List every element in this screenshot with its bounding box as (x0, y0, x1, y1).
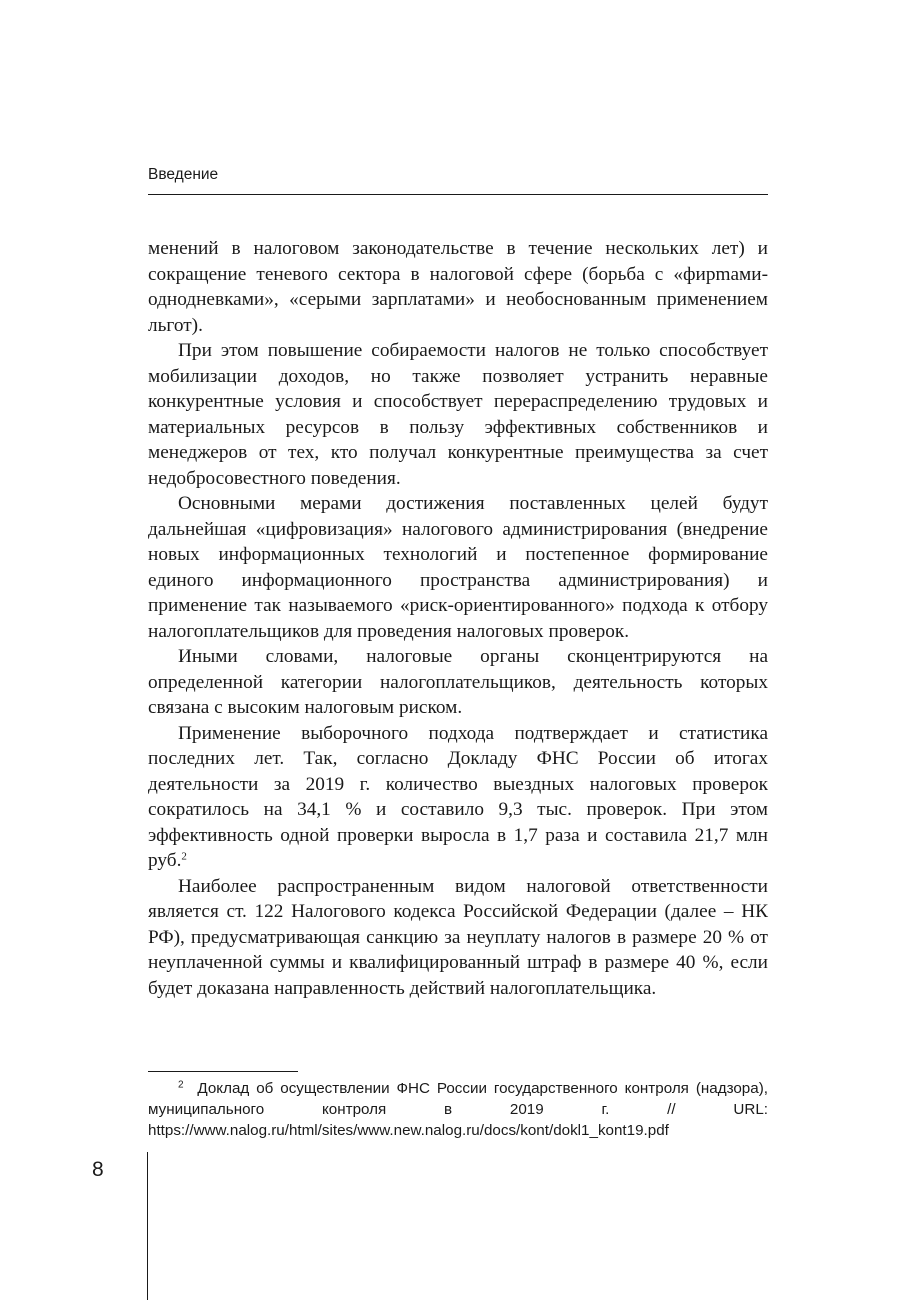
footnote-reference: 2 (181, 850, 187, 863)
footnote-marker: 2 (178, 1079, 184, 1091)
paragraph: Основными мерами достижения поставленных целей будут дальнейшая «цифровизация» налогового администрирования (внедрение новых информационных технологий и постепенное формирование единого информационного пространства администрирования) и применение так называемого «риск-ориентированного» подхода к отбору налогоплательщиков для проведения налоговых проверок. (148, 493, 768, 642)
header-divider (148, 194, 768, 195)
paragraph: Наиболее распространенным видом налоговой ответственности является ст. 122 Налогового кодекса Российской Федерации (далее – НК РФ), предусматривающая санкцию за неуплату налогов в размере 20 % от неуплаченной суммы и квалифицированный штраф в размере 40 %, если будет доказана направленность действий налогоплательщика. (148, 875, 768, 999)
footnote (148, 1078, 768, 1141)
paragraph: менений в налоговом законодательстве в течение нескольких лет) и сокращение теневого сектора в налоговой сфере (борьба с «фирmами-однодневками», «серыми зарплатами» и необоснованным применением льгот). (148, 238, 768, 336)
running-header-title: Введение (148, 166, 219, 183)
margin-vertical-rule (147, 1152, 148, 1300)
paragraph-text: Применение выборочного подхода подтверждает и статистика последних лет. Так, согласно Докладу ФНС России об итогах деятельности за 2019 г. количество выездных налоговых проверок сократилось на 34,1 % и составило 9,3 тыс. проверок. При этом эффективность одной проверки выросла в 1,7 раза и составила 21,7 млн руб. (148, 722, 768, 871)
main-text (148, 236, 768, 1001)
page-number: 8 (92, 1158, 104, 1181)
paragraph-with-footnote (148, 721, 768, 874)
paragraph: При этом повышение собираемости налогов не только способствует мобилизации доходов, но также позволяет устранить неравные конкурентные условия и способствует перераспределению трудовых и материальных ресурсов в пользу эффективных собственников и менеджеров от тех, кто получал конкурентные преимущества за счет недобросовестного поведения. (148, 340, 768, 489)
footnote-text: Доклад об осуществлении ФНС России государственного контроля (надзора), муниципального контроля в 2019 г. // URL: https://www.nalog.ru/html/sites/www.new.nalog.ru/docs/kont/dokl1_kont19.pdf (148, 1080, 768, 1139)
paragraph: Иными словами, налоговые органы сконцентрируются на определенной категории налогоплательщиков, деятельность которых связана с высоким налоговым риском. (148, 646, 768, 718)
footnote-divider (148, 1071, 298, 1072)
